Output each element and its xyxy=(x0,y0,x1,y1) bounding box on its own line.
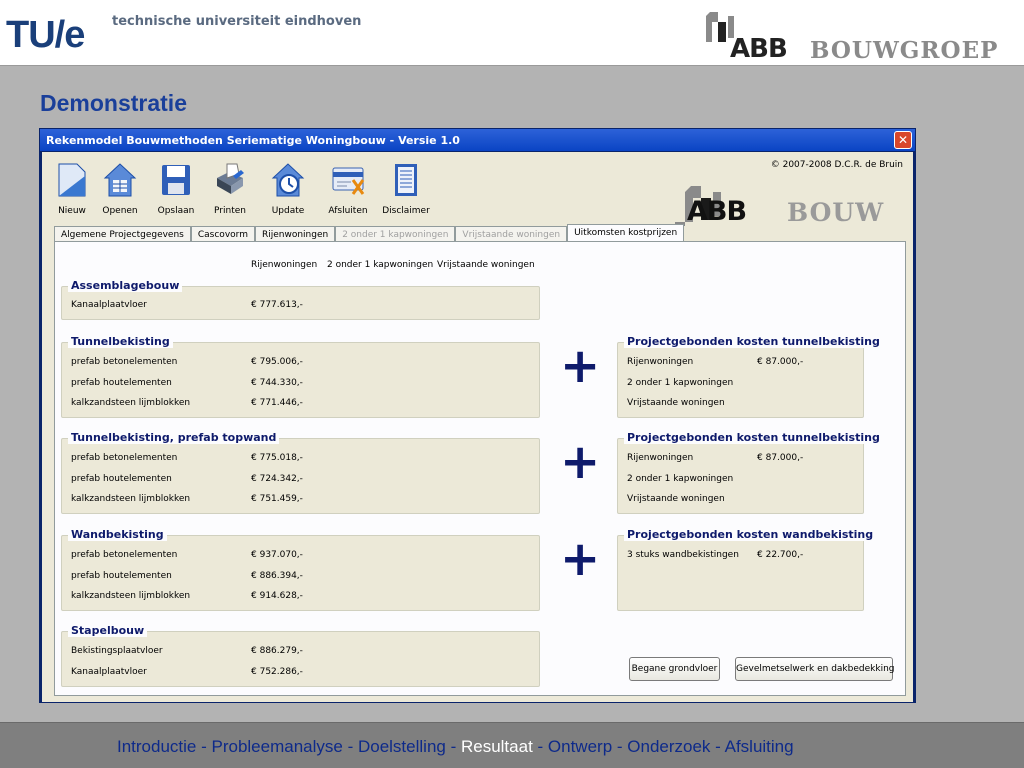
group-projectkosten-wandbekisting xyxy=(617,528,874,611)
group-title: Tunnelbekisting, prefab topwand xyxy=(68,431,279,444)
toolbar-label: Printen xyxy=(214,206,246,216)
nav-item-introductie[interactable]: Introductie xyxy=(117,737,197,756)
row-label: Rijenwoningen xyxy=(627,453,694,463)
list-item xyxy=(618,453,863,467)
tab-cascovorm[interactable]: Cascovorm xyxy=(191,226,255,242)
row-value: € 914.628,- xyxy=(251,591,303,601)
section-nav xyxy=(117,737,794,757)
row-label: 2 onder 1 kapwoningen xyxy=(627,474,734,484)
row-value: € 724.342,- xyxy=(251,474,303,484)
list-item xyxy=(618,550,863,564)
group-projectkosten-tunnelbekisting-1 xyxy=(617,335,880,418)
gevelmetselwerk-button[interactable]: Gevelmetselwerk en dakbedekking xyxy=(735,657,893,681)
row-label: Rijenwoningen xyxy=(627,357,694,367)
app-window xyxy=(39,128,916,703)
group-title: Projectgebonden kosten tunnelbekisting xyxy=(624,431,883,444)
abb-logo-abb: ABB xyxy=(730,34,787,64)
nav-separator: - xyxy=(445,737,461,756)
column-header: Vrijstaande woningen xyxy=(437,260,535,270)
list-item xyxy=(62,494,539,508)
nav-item-onderzoek[interactable]: Onderzoek xyxy=(627,737,711,756)
house-open-icon xyxy=(103,162,137,198)
tue-logo-text: technische universiteit eindhoven xyxy=(112,14,362,29)
toolbar-button-update[interactable] xyxy=(258,162,318,216)
row-label: prefab houtelementen xyxy=(71,571,172,581)
nav-item-doelstelling[interactable]: Doelstelling xyxy=(357,737,446,756)
nav-separator: - xyxy=(342,737,358,756)
nav-separator: - xyxy=(612,737,628,756)
toolbar-button-disclaimer[interactable] xyxy=(376,162,436,216)
row-label: kalkzandsteen lijmblokken xyxy=(71,398,191,408)
row-label: prefab betonelementen xyxy=(71,453,178,463)
group-tunnelbekisting-prefab-topwand xyxy=(61,431,540,514)
copyright-text: © 2007-2008 D.C.R. de Bruin xyxy=(770,160,903,170)
list-item xyxy=(62,571,539,585)
row-value: € 886.279,- xyxy=(251,646,303,656)
row-label: prefab betonelementen xyxy=(71,357,178,367)
slide-header xyxy=(0,0,1024,66)
floppy-icon xyxy=(159,162,193,198)
row-value: € 795.006,- xyxy=(251,357,303,367)
column-header: Rijenwoningen xyxy=(251,260,318,270)
row-value: € 87.000,- xyxy=(757,357,804,367)
row-label: kalkzandsteen lijmblokken xyxy=(71,591,191,601)
group-projectkosten-tunnelbekisting-2 xyxy=(617,431,880,514)
nav-separator: - xyxy=(532,737,548,756)
column-header: 2 onder 1 kapwoningen xyxy=(327,260,434,270)
toolbar-button-printen[interactable] xyxy=(200,162,260,216)
tab-algemene-projectgegevens[interactable]: Algemene Projectgegevens xyxy=(54,226,191,242)
row-value: € 886.394,- xyxy=(251,571,303,581)
toolbar-label: Nieuw xyxy=(58,206,86,216)
plus-sign: + xyxy=(560,338,601,394)
plus-sign: + xyxy=(560,531,601,587)
row-label: prefab houtelementen xyxy=(71,474,172,484)
window-title: Rekenmodel Bouwmethoden Seriematige Woningbouw - Versie 1.0 xyxy=(46,134,460,147)
nav-item-probleemanalyse[interactable]: Probleemanalyse xyxy=(211,737,343,756)
nav-item-afsluiting[interactable]: Afsluiting xyxy=(724,737,794,756)
nav-item-ontwerp[interactable]: Ontwerp xyxy=(547,737,613,756)
new-doc-icon xyxy=(55,162,89,198)
group-title: Tunnelbekisting xyxy=(68,335,173,348)
printer-icon xyxy=(213,162,247,198)
toolbar-label: Afsluiten xyxy=(328,206,368,216)
list-item xyxy=(62,378,539,392)
exit-card-icon xyxy=(331,162,365,198)
plus-sign: + xyxy=(560,434,601,490)
row-value: € 752.286,- xyxy=(251,667,303,677)
list-item xyxy=(618,378,863,392)
row-label: prefab houtelementen xyxy=(71,378,172,388)
row-label: 2 onder 1 kapwoningen xyxy=(627,378,734,388)
row-value: € 777.613,- xyxy=(251,300,303,310)
toolbar-button-afsluiten[interactable] xyxy=(318,162,378,216)
list-item xyxy=(618,494,863,508)
row-value: € 22.700,- xyxy=(757,550,804,560)
row-label: Kanaalplaatvloer xyxy=(71,667,147,677)
list-item xyxy=(618,474,863,488)
window-logo-abb: ABB xyxy=(687,196,747,227)
group-title: Projectgebonden kosten wandbekisting xyxy=(624,528,876,541)
group-title: Wandbekisting xyxy=(68,528,167,541)
toolbar-button-opslaan[interactable] xyxy=(146,162,206,216)
toolbar-button-openen[interactable] xyxy=(90,162,150,216)
tab-strip xyxy=(54,225,684,242)
group-assemblagebouw xyxy=(61,279,540,320)
begane-grondvloer-button[interactable]: Begane grondvloer xyxy=(629,657,720,681)
list-item xyxy=(62,667,539,681)
list-item xyxy=(62,591,539,605)
abb-logo-bouwgroep: BOUWGROEP xyxy=(810,37,999,64)
list-item xyxy=(618,357,863,371)
row-value: € 87.000,- xyxy=(757,453,804,463)
group-title: Stapelbouw xyxy=(68,624,147,637)
toolbar-label: Openen xyxy=(102,206,138,216)
tab-2-onder-1-kapwoningen[interactable]: 2 onder 1 kapwoningen xyxy=(335,226,455,242)
tue-logo: TU/e xyxy=(6,14,85,56)
toolbar-label: Disclaimer xyxy=(382,206,430,216)
group-tunnelbekisting xyxy=(61,335,540,418)
nav-item-resultaat[interactable]: Resultaat xyxy=(460,737,533,756)
toolbar-label: Opslaan xyxy=(157,206,195,216)
row-label: 3 stuks wandbekistingen xyxy=(627,550,739,560)
group-wandbekisting xyxy=(61,528,540,611)
txt-doc-icon xyxy=(389,162,423,198)
results-panel xyxy=(54,241,906,696)
row-label: kalkzandsteen lijmblokken xyxy=(71,494,191,504)
list-item xyxy=(62,550,539,564)
toolbar-label: Update xyxy=(271,206,305,216)
slide-footer xyxy=(0,722,1024,768)
row-value: € 751.459,- xyxy=(251,494,303,504)
nav-separator: - xyxy=(196,737,212,756)
tab-uitkomsten-kostprijzen[interactable]: Uitkomsten kostprijzen xyxy=(567,224,684,242)
list-item xyxy=(62,474,539,488)
row-label: Vrijstaande woningen xyxy=(627,398,725,408)
row-value: € 744.330,- xyxy=(251,378,303,388)
row-label: Bekistingsplaatvloer xyxy=(71,646,163,656)
tab-vrijstaande-woningen[interactable]: Vrijstaande woningen xyxy=(455,226,567,242)
row-value: € 771.446,- xyxy=(251,398,303,408)
close-button[interactable]: ✕ xyxy=(894,131,912,149)
group-title: Projectgebonden kosten tunnelbekisting xyxy=(624,335,883,348)
group-title: Assemblagebouw xyxy=(68,279,182,292)
tab-rijenwoningen[interactable]: Rijenwoningen xyxy=(255,226,335,242)
row-label: prefab betonelementen xyxy=(71,550,178,560)
group-stapelbouw xyxy=(61,624,540,687)
nav-separator: - xyxy=(710,737,725,756)
window-logo-bouw: BOUW xyxy=(787,198,885,227)
row-label: Kanaalplaatvloer xyxy=(71,300,147,310)
slide-title: Demonstratie xyxy=(40,90,187,116)
row-value: € 937.070,- xyxy=(251,550,303,560)
update-clock-icon xyxy=(271,162,305,198)
list-item xyxy=(62,646,539,660)
row-label: Vrijstaande woningen xyxy=(627,494,725,504)
list-item xyxy=(618,398,863,412)
row-value: € 775.018,- xyxy=(251,453,303,463)
list-item xyxy=(62,300,539,314)
list-item xyxy=(62,357,539,371)
window-titlebar[interactable] xyxy=(40,129,915,151)
list-item xyxy=(62,453,539,467)
window-client xyxy=(42,152,913,702)
list-item xyxy=(62,398,539,412)
